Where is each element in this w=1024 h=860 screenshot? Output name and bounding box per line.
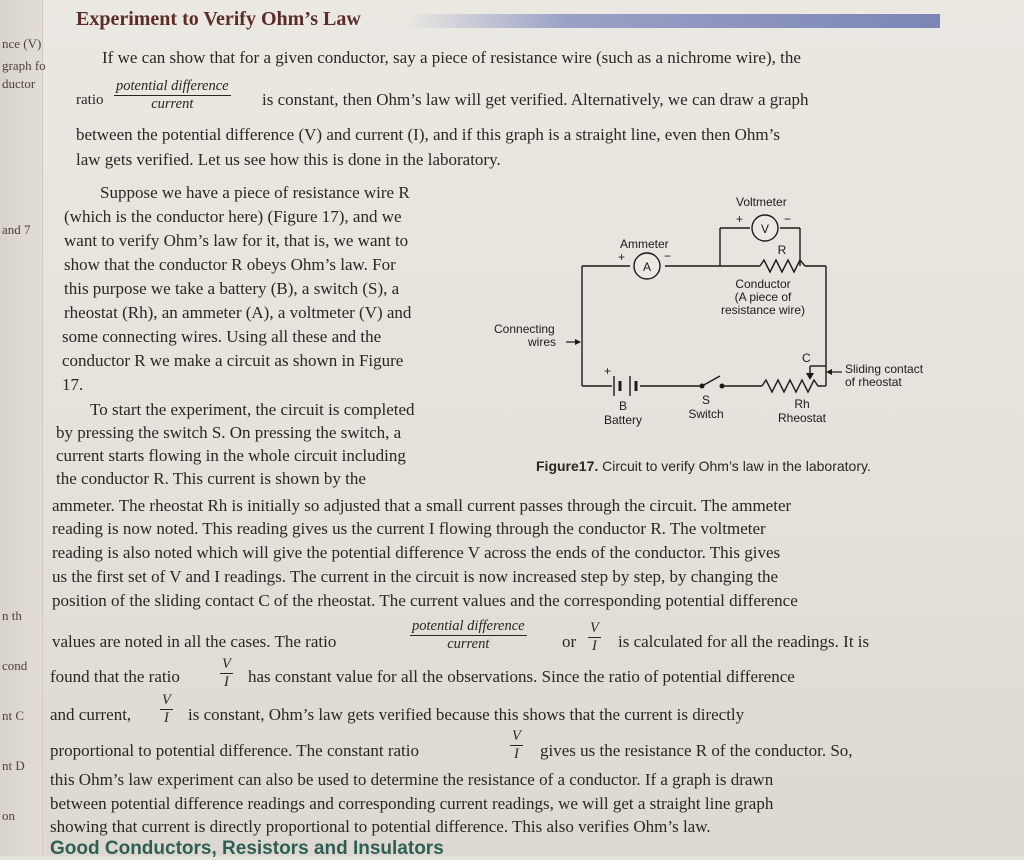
para2-line: want to verify Ohm’s law for it, that is, we want to xyxy=(64,231,409,250)
sliding-contact-label: Sliding contact xyxy=(845,362,924,376)
resistor-letter: R xyxy=(777,243,787,257)
sliding-contact-label: of rheostat xyxy=(845,375,902,389)
para3-line: is constant, Ohm’s law gets verified because this shows that the current is directly xyxy=(188,705,745,724)
fraction-pd-over-current xyxy=(410,618,527,653)
margin-note: nt C xyxy=(2,708,25,723)
para3-line: position of the sliding contact C of the rheostat. The current values and the corresponding potential difference xyxy=(52,591,798,610)
arrow-head-icon xyxy=(575,339,581,345)
para1-line: between the potential difference (V) and current (I), and if this graph is a straight line, even then Ohm’s xyxy=(76,125,780,144)
section-title: Experiment to Verify Ohm’s Law xyxy=(76,8,361,30)
margin-note: n th xyxy=(2,608,22,623)
para3-word: or xyxy=(562,632,577,651)
fraction-numerator: V xyxy=(590,620,599,636)
margin-note: nce (V) xyxy=(2,36,42,51)
fraction-v-over-i xyxy=(220,656,233,691)
fraction-numerator: potential difference xyxy=(412,618,525,634)
fraction-denominator: I xyxy=(514,746,519,762)
margin-note: nt D xyxy=(2,758,25,773)
para2-line: 17. xyxy=(62,375,84,394)
para3-line: us the first set of V and I readings. The current in the circuit is now increased step by step, by changing the xyxy=(52,567,779,586)
circuit-diagram xyxy=(490,190,950,440)
para3-line: has constant value for all the observations. Since the ratio of potential difference xyxy=(248,667,795,686)
conductor-label: (A piece of xyxy=(734,290,792,304)
closing-line: this Ohm’s law experiment can also be used to determine the resistance of a conductor. If a graph is drawn xyxy=(50,770,774,789)
fraction-v-over-i xyxy=(160,692,173,727)
para2-line: some connecting wires. Using all these and the xyxy=(62,327,382,346)
rheostat-label: Rheostat xyxy=(777,411,827,425)
para2-line: this purpose we take a battery (B), a switch (S), a xyxy=(64,279,400,298)
para2-line: Suppose we have a piece of resistance wire R xyxy=(100,183,410,202)
para1-line: is constant, then Ohm’s law will get verified. Alternatively, we can draw a graph xyxy=(262,90,809,109)
voltmeter-minus: − xyxy=(784,212,792,226)
switch-lever xyxy=(702,376,720,386)
voltmeter-letter: V xyxy=(760,222,770,236)
closing-line: showing that current is directly proportional to potential difference. This also verifies Ohm’s law. xyxy=(50,817,711,836)
margin-note: on xyxy=(2,808,15,823)
ratio-word: ratio xyxy=(76,92,104,108)
ammeter-letter: A xyxy=(642,260,652,274)
para2-line: conductor R we make a circuit as shown in Figure xyxy=(62,351,404,370)
figure-number: Figure17. xyxy=(536,458,599,474)
para3-line: current starts flowing in the whole circuit including xyxy=(56,446,406,465)
para3-line: proportional to potential difference. The constant ratio xyxy=(50,741,420,760)
para3-line: and current, xyxy=(50,705,132,724)
conductor-label: resistance wire) xyxy=(720,303,806,317)
connecting-wires-label: Connecting xyxy=(494,322,555,336)
next-section-heading: Good Conductors, Resistors and Insulators xyxy=(50,838,444,859)
voltmeter-plus: + xyxy=(736,212,744,226)
rheostat-letter: Rh xyxy=(794,397,810,411)
closing-line: between potential difference readings and corresponding current readings, we will get a straight line graph xyxy=(50,794,774,813)
para3-line: reading is also noted which will give the potential difference V across the ends of the conductor. This gives xyxy=(52,543,781,562)
para2-line: show that the conductor R obeys Ohm’s law. For xyxy=(64,255,396,274)
para2-line: rheostat (Rh), an ammeter (A), a voltmeter (V) and xyxy=(64,303,412,322)
battery-plus: + xyxy=(604,364,612,378)
margin-note: and 7 xyxy=(2,222,31,237)
para3-line: reading is now noted. This reading gives us the current I flowing through the conductor R. The voltmeter xyxy=(52,519,766,538)
fraction-pd-over-current xyxy=(114,78,231,113)
fraction-v-over-i xyxy=(588,620,601,655)
battery-letter: B xyxy=(618,399,628,413)
section-heading xyxy=(76,8,940,34)
para3-line: values are noted in all the cases. The ratio xyxy=(52,632,337,651)
fraction-numerator: potential difference xyxy=(116,78,229,94)
margin-note: ductor xyxy=(2,76,36,91)
para1-line: If we can show that for a given conductor, say a piece of resistance wire (such as a nichrome wire), the xyxy=(102,48,801,67)
sliding-contact-letter: C xyxy=(802,351,811,365)
conductor-label: Conductor xyxy=(735,277,791,291)
connecting-wires-label: wires xyxy=(528,335,557,349)
ammeter-plus: + xyxy=(618,250,626,264)
voltmeter-label: Voltmeter xyxy=(736,195,787,209)
para2-line: (which is the conductor here) (Figure 17), and we xyxy=(64,207,402,226)
fraction-denominator: I xyxy=(224,674,229,690)
fraction-denominator: current xyxy=(151,96,194,112)
resistor-symbol xyxy=(760,260,805,272)
para3-line: the conductor R. This current is shown by the xyxy=(56,469,366,488)
ammeter-label: Ammeter xyxy=(620,237,669,251)
fraction-denominator: I xyxy=(592,638,597,654)
switch-letter: S xyxy=(701,393,711,407)
para3-line: ammeter. The rheostat Rh is initially so adjusted that a small current passes through the circuit. The ammeter xyxy=(52,496,792,515)
figure-caption xyxy=(536,458,871,474)
sliding-contact-arrow-icon xyxy=(806,373,814,380)
margin-note: cond xyxy=(2,658,28,673)
fraction-v-over-i xyxy=(510,728,523,763)
fraction-numerator: V xyxy=(222,656,231,672)
heading-bar xyxy=(406,14,940,28)
para3-line: gives us the resistance R of the conductor. So, xyxy=(540,741,853,760)
ammeter-minus: − xyxy=(664,249,672,263)
para3-line: found that the ratio xyxy=(50,667,180,686)
fraction-numerator: V xyxy=(162,692,171,708)
para3-line: by pressing the switch S. On pressing the switch, a xyxy=(56,423,402,442)
margin-note: graph fo xyxy=(2,58,46,73)
previous-page-margin xyxy=(0,0,43,856)
battery-label: Battery xyxy=(603,413,643,427)
switch-terminal xyxy=(720,384,725,389)
rheostat-symbol xyxy=(762,380,822,392)
fraction-denominator: I xyxy=(164,710,169,726)
switch-label: Switch xyxy=(688,407,724,421)
fraction-denominator: current xyxy=(447,636,490,652)
fraction-numerator: V xyxy=(512,728,521,744)
figure-caption-text: Circuit to verify Ohm’s law in the laboratory. xyxy=(602,458,871,474)
para3-line: To start the experiment, the circuit is completed xyxy=(90,400,415,419)
para3-line: is calculated for all the readings. It is xyxy=(618,632,870,651)
para1-line: law gets verified. Let us see how this is done in the laboratory. xyxy=(76,150,501,169)
arrow-head-icon xyxy=(826,369,832,375)
